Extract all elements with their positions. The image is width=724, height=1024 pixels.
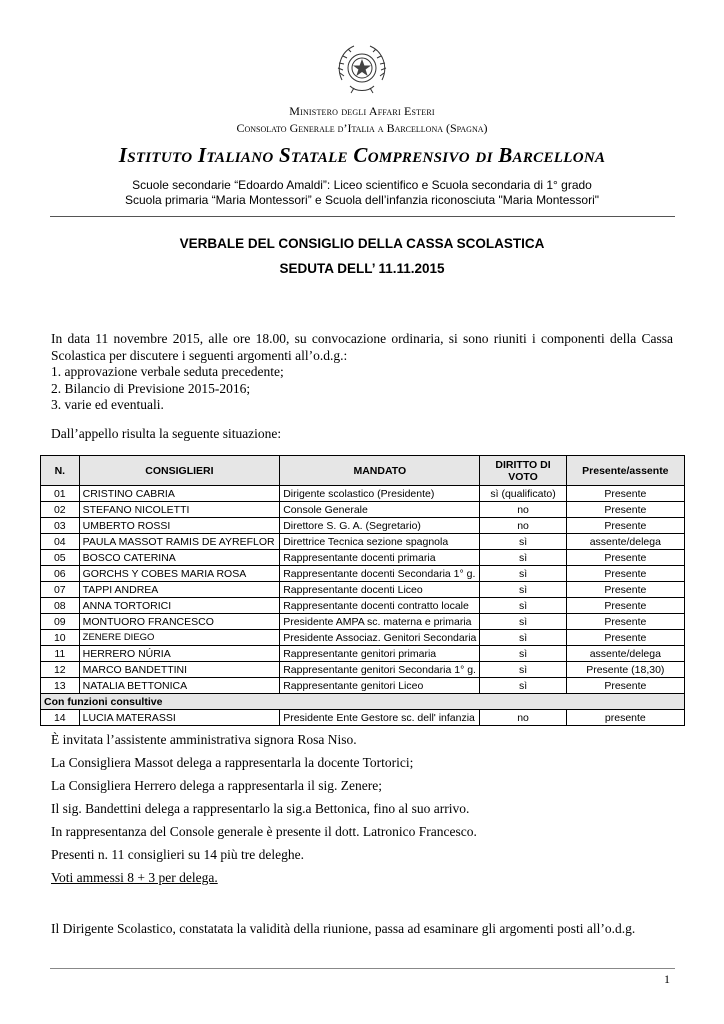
mandate: Direttrice Tecnica sezione spagnola bbox=[280, 534, 480, 550]
row-number: 02 bbox=[41, 502, 80, 518]
table-row bbox=[41, 614, 685, 630]
row-number: 04 bbox=[41, 534, 80, 550]
row-number: 14 bbox=[41, 710, 80, 726]
councillor-name: MONTUORO FRANCESCO bbox=[79, 614, 280, 630]
table-header-row bbox=[41, 456, 685, 486]
session-date-title: SEDUTA DELL’ 11.11.2015 bbox=[279, 261, 445, 276]
header-number: N. bbox=[41, 456, 80, 486]
agenda-item: 3. varie ed eventuali. bbox=[51, 397, 164, 412]
councillor-name: ANNA TORTORICI bbox=[79, 598, 280, 614]
table-row bbox=[41, 678, 685, 694]
institute-name: Istituto Italiano Statale Comprensivo di Barcellona bbox=[118, 143, 606, 167]
table-row bbox=[41, 646, 685, 662]
agenda-item: 2. Bilancio di Previsione 2015-2016; bbox=[51, 380, 251, 396]
document-title: VERBALE DEL CONSIGLIO DELLA CASSA SCOLASTICA bbox=[179, 236, 545, 251]
mandate: Presidente Associaz. Genitori Secondaria bbox=[280, 630, 480, 646]
attendance: Presente bbox=[566, 678, 684, 694]
mandate: Rappresentante docenti primaria bbox=[280, 550, 480, 566]
councillor-name: CRISTINO CABRIA bbox=[79, 486, 280, 502]
councillor-name: PAULA MASSOT RAMIS DE AYREFLOR bbox=[79, 534, 280, 550]
attendance: assente/delega bbox=[566, 646, 684, 662]
mandate: Dirigente scolastico (Presidente) bbox=[280, 486, 480, 502]
attendance: Presente (18,30) bbox=[566, 662, 684, 678]
meeting-notes bbox=[51, 732, 673, 892]
attendance: Presente bbox=[566, 502, 684, 518]
table-row bbox=[41, 582, 685, 598]
voting-right: sì bbox=[480, 678, 566, 694]
row-number: 05 bbox=[41, 550, 80, 566]
mandate: Direttore S. G. A. (Segretario) bbox=[280, 518, 480, 534]
attendance: Presente bbox=[566, 518, 684, 534]
voting-right: sì bbox=[480, 630, 566, 646]
admitted-votes-line: Voti ammessi 8 + 3 per delega. bbox=[51, 870, 218, 885]
header-voting-right-line2: VOTO bbox=[508, 470, 538, 483]
note-line: Il sig. Bandettini delega a rappresentarlo la sig.a Bettonica, fino al suo arrivo. bbox=[51, 801, 470, 816]
note-line: È invitata l’assistente amministrativa signora Rosa Niso. bbox=[51, 732, 357, 747]
attendance: Presente bbox=[566, 582, 684, 598]
mandate: Rappresentante genitori primaria bbox=[280, 646, 480, 662]
attendance: presente bbox=[566, 710, 684, 726]
voting-right: sì bbox=[480, 550, 566, 566]
table-row bbox=[41, 502, 685, 518]
table-row bbox=[41, 518, 685, 534]
table-row bbox=[41, 486, 685, 502]
voting-right: no bbox=[480, 518, 566, 534]
councillor-name: UMBERTO ROSSI bbox=[79, 518, 280, 534]
header-attendance: Presente/assente bbox=[566, 456, 684, 486]
mandate: Rappresentante genitori Liceo bbox=[280, 678, 480, 694]
consulate-name: Consolato Generale d’Italia a Barcellona (Spagna) bbox=[236, 121, 488, 135]
table-row bbox=[41, 710, 685, 726]
councillor-name: LUCIA MATERASSI bbox=[79, 710, 280, 726]
table-row bbox=[41, 630, 685, 646]
councillor-name: MARCO BANDETTINI bbox=[79, 662, 280, 678]
councillor-name: GORCHS Y COBES MARIA ROSA bbox=[79, 566, 280, 582]
schools-line-1: Scuole secondarie “Edoardo Amaldi”: Liceo scientifico e Scuola secondaria di 1° grado bbox=[132, 178, 592, 192]
page-number: 1 bbox=[664, 972, 670, 986]
schools-line-2: Scuola primaria “Maria Montessori” e Scuola dell’infanzia riconosciuta "Maria Montessori" bbox=[124, 193, 600, 207]
councillor-name: STEFANO NICOLETTI bbox=[79, 502, 280, 518]
voting-right: sì bbox=[480, 582, 566, 598]
voting-right: sì bbox=[480, 566, 566, 582]
row-number: 12 bbox=[41, 662, 80, 678]
voting-right: no bbox=[480, 710, 566, 726]
note-line: In rappresentanza del Console generale è presente il dott. Latronico Francesco. bbox=[51, 824, 477, 839]
note-line: La Consigliera Herrero delega a rappresentarla il sig. Zenere; bbox=[51, 778, 382, 793]
row-number: 06 bbox=[41, 566, 80, 582]
mandate: Presidente Ente Gestore sc. dell' infanzia bbox=[280, 710, 480, 726]
row-number: 08 bbox=[41, 598, 80, 614]
mandate: Console Generale bbox=[280, 502, 480, 518]
agenda-item: 1. approvazione verbale seduta precedente; bbox=[51, 364, 284, 379]
roll-call-intro: Dall’appello risulta la seguente situazione: bbox=[51, 426, 282, 441]
header-voting-right bbox=[480, 456, 566, 486]
attendance: Presente bbox=[566, 614, 684, 630]
row-number: 13 bbox=[41, 678, 80, 694]
mandate: Rappresentante docenti Liceo bbox=[280, 582, 480, 598]
mandate: Rappresentante docenti contratto locale bbox=[280, 598, 480, 614]
attendance: Presente bbox=[566, 486, 684, 502]
closing-paragraph: Il Dirigente Scolastico, constatata la validità della riunione, passa ad esaminare gli argomenti posti all’o.d.g. bbox=[51, 921, 636, 936]
ministry-name: Ministero degli Affari Esteri bbox=[289, 104, 435, 118]
councillor-name: BOSCO CATERINA bbox=[79, 550, 280, 566]
mandate: Rappresentante docenti Secondaria 1° g. bbox=[280, 566, 480, 582]
attendance: Presente bbox=[566, 566, 684, 582]
councillor-name: TAPPI ANDREA bbox=[79, 582, 280, 598]
note-line: La Consigliera Massot delega a rappresentarla la docente Tortorici; bbox=[51, 755, 414, 770]
voting-right: sì (qualificato) bbox=[480, 486, 566, 502]
consultive-section-label: Con funzioni consultive bbox=[41, 694, 685, 710]
table-row bbox=[41, 598, 685, 614]
note-line: Presenti n. 11 consiglieri su 14 più tre deleghe. bbox=[51, 847, 304, 862]
footer-divider bbox=[50, 968, 675, 969]
mandate: Presidente AMPA sc. materna e primaria bbox=[280, 614, 480, 630]
table-row bbox=[41, 534, 685, 550]
councillor-name: ZENERE DIEGO bbox=[79, 630, 280, 646]
voting-right: sì bbox=[480, 614, 566, 630]
row-number: 09 bbox=[41, 614, 80, 630]
voting-right: sì bbox=[480, 662, 566, 678]
row-number: 03 bbox=[41, 518, 80, 534]
italian-republic-emblem-icon bbox=[332, 40, 392, 98]
row-number: 10 bbox=[41, 630, 80, 646]
intro-paragraph: In data 11 novembre 2015, alle ore 18.00, su convocazione ordinaria, si sono riuniti i componenti della Cassa Scolastica per discutere i seguenti argomenti all’o.d.g.: bbox=[51, 331, 673, 363]
header-divider bbox=[50, 216, 675, 217]
row-number: 11 bbox=[41, 646, 80, 662]
voting-right: sì bbox=[480, 598, 566, 614]
table-row bbox=[41, 550, 685, 566]
table-section-row bbox=[41, 694, 685, 710]
attendance: Presente bbox=[566, 550, 684, 566]
council-members-table bbox=[40, 455, 685, 726]
voting-right: sì bbox=[480, 646, 566, 662]
header-councillors: CONSIGLIERI bbox=[79, 456, 280, 486]
intro-section bbox=[51, 331, 673, 414]
row-number: 01 bbox=[41, 486, 80, 502]
header-mandate: MANDATO bbox=[280, 456, 480, 486]
table-row bbox=[41, 566, 685, 582]
attendance: Presente bbox=[566, 598, 684, 614]
voting-right: no bbox=[480, 502, 566, 518]
attendance: Presente bbox=[566, 630, 684, 646]
councillor-name: HERRERO NÚRIA bbox=[79, 646, 280, 662]
header-voting-right-line1: DIRITTO DI bbox=[495, 458, 551, 471]
attendance: assente/delega bbox=[566, 534, 684, 550]
councillor-name: NATALIA BETTONICA bbox=[79, 678, 280, 694]
voting-right: sì bbox=[480, 534, 566, 550]
mandate: Rappresentante genitori Secondaria 1° g. bbox=[280, 662, 480, 678]
row-number: 07 bbox=[41, 582, 80, 598]
table-row bbox=[41, 662, 685, 678]
